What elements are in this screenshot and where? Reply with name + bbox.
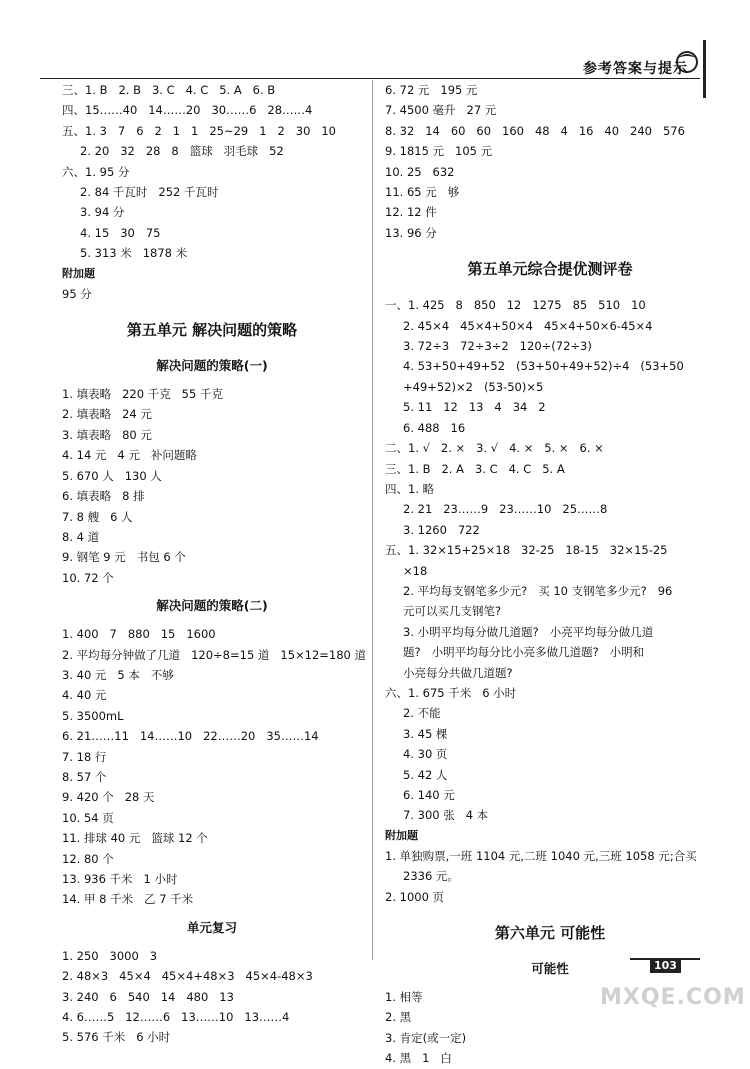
answer-line: 3. 1260 722 [403,522,480,537]
answer-line: 9. 420 个 28 天 [62,790,155,805]
answer-line: 二、1. √ 2. × 3. √ 4. × 5. × 6. × [385,441,604,456]
answer-line: 五、1. 3 7 6 2 1 1 25~29 1 2 30 10 [62,123,336,138]
answer-line: +49+52)×2 (53-50)×5 [403,379,544,394]
answer-line: 11. 65 元 够 [385,185,460,200]
answer-line: 3. 填表略 80 元 [62,427,152,442]
answer-line: 4. 15 30 75 [80,225,161,240]
answer-line: 2. 45×4 45×4+50×4 45×4+50×6-45×4 [403,318,653,333]
answer-line: 2. 21 23……9 23……10 25……8 [403,502,608,517]
answer-line: 9. 1815 元 105 元 [385,144,493,159]
left-column [62,80,367,1048]
answer-line: 7. 300 张 4 本 [403,808,489,823]
answer-line: 3. 240 6 540 14 480 13 [62,989,234,1004]
answer-line: 6. 72 元 195 元 [385,83,478,97]
page-number: 103 [650,958,681,973]
answer-line: 2. 不能 [403,706,441,721]
answer-line: 6. 21……11 14……10 22……20 35……14 [62,729,319,744]
answer-line: 8. 32 14 60 60 160 48 4 16 40 240 576 [385,123,685,138]
answer-line: 2. 平均每分钟做了几道 120÷8=15 道 15×12=180 道 [62,647,367,662]
answer-line: 三、1. B 2. A 3. C 4. C 5. A [385,461,565,476]
answer-line: 元可以买几支钢笔? [403,604,502,619]
answer-line: 2. 黑 [385,1010,412,1025]
answer-line: 2. 填表略 24 元 [62,407,152,422]
bonus-label: 附加题 [62,266,95,280]
answer-line: 4. 53+50+49+52 (53+50+49+52)÷4 (53+50 [403,359,684,374]
answer-line: 10. 25 632 [385,164,455,179]
answer-line: 13. 936 千米 1 小时 [62,872,178,886]
answer-line: 1. 400 7 880 15 1600 [62,627,216,642]
answer-line: 4. 黑 1 白 [385,1051,452,1066]
answer-line: 四、1. 略 [385,481,435,496]
header-rule [40,78,700,79]
header-title: 参考答案与提示 [583,61,688,77]
answer-line: 11. 排球 40 元 篮球 12 个 [62,831,208,846]
answer-line: 8. 4 道 [62,529,100,544]
answer-line: 10. 72 个 [62,570,114,585]
answer-line: 2. 48×3 45×4 45×4+48×3 45×4-48×3 [62,969,313,984]
answer-line: 5. 42 人 [403,767,448,782]
answer-line: 2. 20 32 28 8 篮球 羽毛球 52 [80,144,284,159]
answer-line: 1. 填表略 220 千克 55 千克 [62,387,223,402]
answer-line: 3. 72÷3 72÷3÷2 120÷(72÷3) [403,339,592,354]
answer-line: 12. 12 件 [385,205,437,220]
answer-line: 4. 14 元 4 元 补问题略 [62,448,197,463]
answer-line: 3. 小明平均每分做几道题? 小亮平均每分做几道 [403,624,654,639]
answer-line: 3. 肯定(或一定) [385,1030,467,1045]
right-column [385,80,715,1069]
answer-line: 5. 3500mL [62,708,124,723]
section-heading: 第五单元 解决问题的策略 [126,321,298,340]
answer-line: 1. 250 3000 3 [62,948,158,963]
answer-line: 三、1. B 2. B 3. C 4. C 5. A 6. B [62,83,276,97]
answer-line: 小亮每分共做几道题? [403,665,513,680]
answer-line: 一、1. 425 8 850 12 1275 85 510 10 [385,298,646,313]
answer-line: 95 分 [62,286,92,301]
answer-line: 1. 单独购票,一班 1104 元,二班 1040 元,三班 1058 元;合买 [385,848,697,863]
answer-line: 3. 45 棵 [403,726,448,741]
answer-line: 6. 140 元 [403,788,455,802]
answer-line: 2. 平均每支钢笔多少元? 买 10 支钢笔多少元? 96 [403,583,673,598]
answer-line: 5. 313 米 1878 米 [80,246,188,261]
answer-line: ×18 [403,563,428,578]
section-heading: 第六单元 可能性 [494,924,606,943]
answer-line: 3. 94 分 [80,205,125,220]
answer-line: 7. 18 行 [62,749,107,764]
subsection-heading: 解决问题的策略(一) [156,358,268,374]
answer-line: 12. 80 个 [62,851,114,866]
answer-line: 2. 84 千瓦时 252 千瓦时 [80,185,219,200]
answer-line: 4. 6……5 12……6 13……10 13……4 [62,1010,290,1025]
answer-line: 4. 40 元 [62,688,107,703]
answer-line: 1. 相等 [385,990,423,1005]
answer-line: 7. 8 艘 6 人 [62,509,133,524]
bonus-label: 附加题 [385,828,418,842]
answer-line: 13. 96 分 [385,225,437,240]
answer-line: 6. 填表略 8 排 [62,489,145,504]
answer-line: 8. 57 个 [62,769,107,784]
answer-line: 9. 钢笔 9 元 书包 6 个 [62,550,186,565]
subsection-heading: 可能性 [531,961,569,977]
answer-line: 题? 小明平均每分比小亮多做几道题? 小明和 [403,645,645,660]
answer-line: 2. 1000 页 [385,889,445,904]
answer-line: 四、15……40 14……20 30……6 28……4 [62,103,313,118]
answer-line: 5. 670 人 130 人 [62,468,162,483]
answer-line: 14. 甲 8 千米 乙 7 千米 [62,892,194,907]
subsection-heading: 解决问题的策略(二) [156,598,268,614]
answer-line: 4. 30 页 [403,747,448,762]
answer-line: 7. 4500 毫升 27 元 [385,103,497,118]
answer-line: 10. 54 页 [62,810,114,825]
answer-line: 5. 576 千米 6 小时 [62,1030,171,1045]
answer-line: 六、1. 95 分 [62,164,130,179]
answer-line: 六、1. 675 千米 6 小时 [385,685,517,700]
section-heading: 第五单元综合提优测评卷 [467,260,633,279]
answer-line: 3. 40 元 5 本 不够 [62,667,174,682]
answer-line: 2336 元。 [403,869,459,884]
subsection-heading: 单元复习 [186,919,237,935]
answer-line: 五、1. 32×15+25×18 32-25 18-15 32×15-25 [385,543,668,558]
column-divider [372,80,373,960]
answer-line: 6. 488 16 [403,420,466,435]
watermark: MXQE.COM [600,985,746,1010]
answer-line: 5. 11 12 13 4 34 2 [403,400,546,415]
